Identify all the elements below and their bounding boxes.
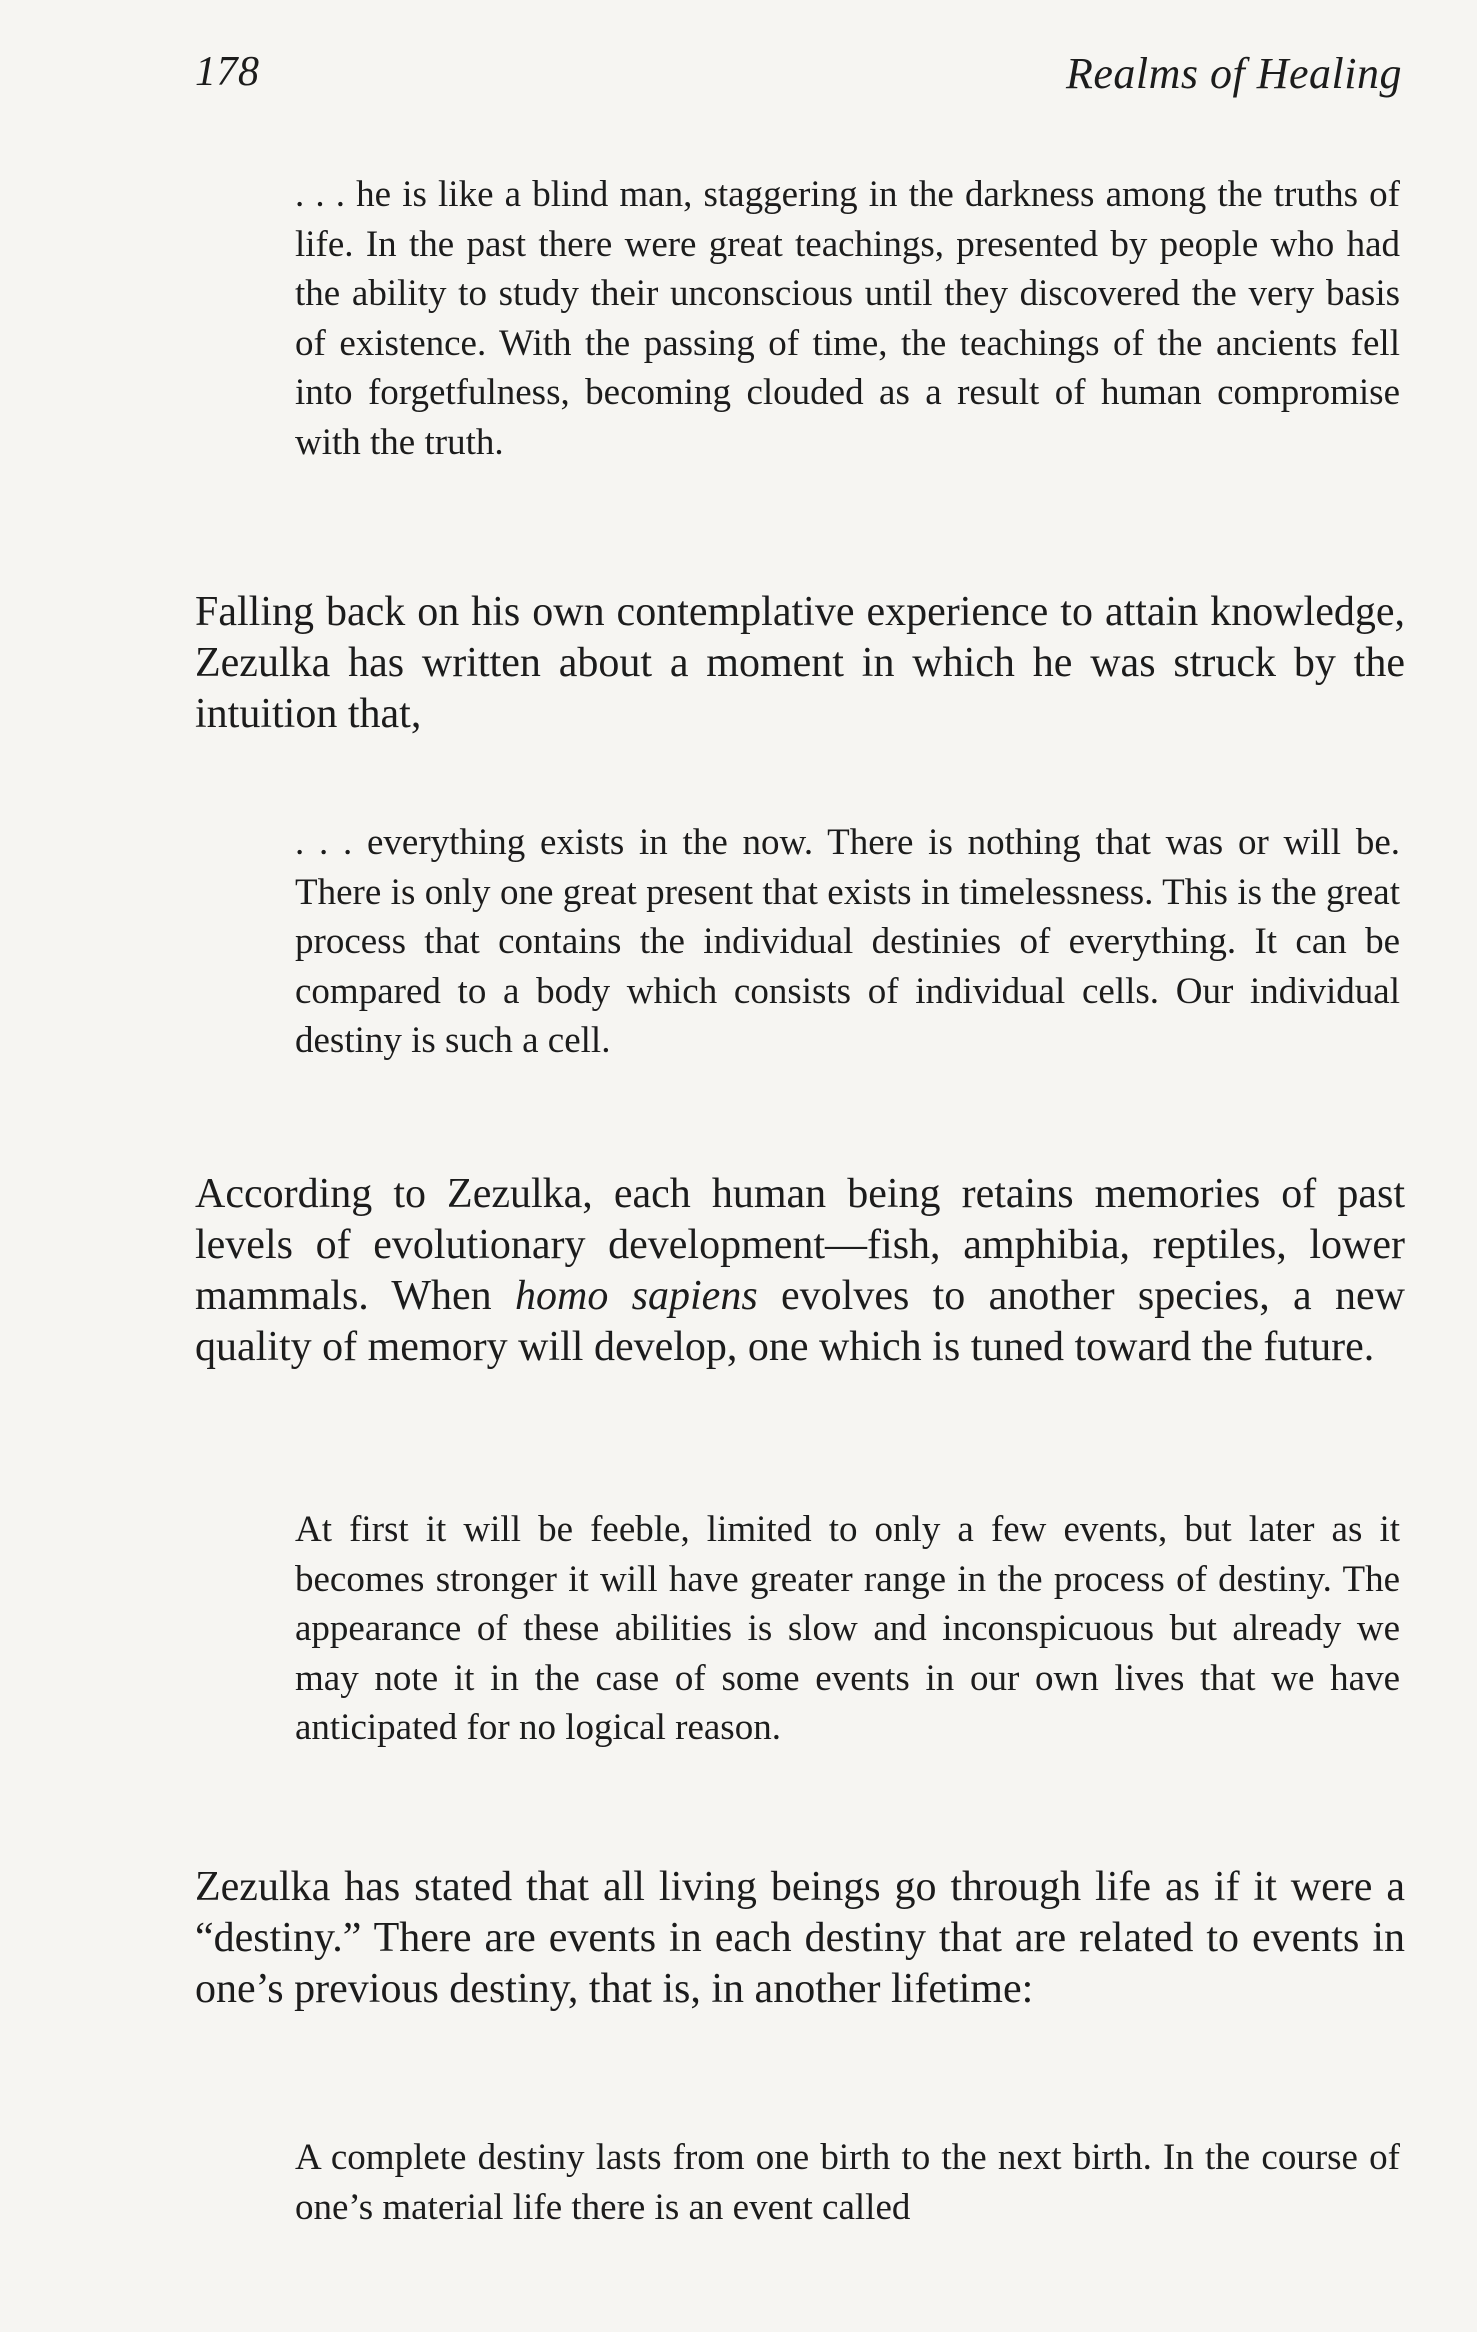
page-header: [195, 48, 1402, 108]
block-quote-text: A complete destiny lasts from one birth to the next birth. In the course of one’s material life there is an event called: [295, 2137, 1400, 2228]
page-number: 178: [195, 49, 260, 95]
block-quote-text: . . . he is like a blind man, staggering in the darkness among the truths of life. In the past there were great teachings, presented by people who had the ability to study their unconscious until they discovered the very basis of existence. With the passing of time, the teachings of the ancients fell into forgetfulness, becoming clouded as a result of human compromise with the truth.: [295, 174, 1400, 463]
paragraph-text-start: According to Zezulka, each human being retains memories of past levels of evolutionary development—fish, amphibia, reptiles, lower mammals. When: [195, 1171, 1405, 1319]
body-paragraph-1: Falling back on his own contemplative experience to attain knowledge, Zezulka has written about a moment in which he was struck by the intuition that,: [195, 589, 1405, 737]
block-quote-4: [295, 2133, 1400, 2232]
block-quote-text: At first it will be feeble, limited to only a few events, but later as it becomes stronger it will have greater range in the process of destiny. The appearance of these abilities is slow and inconspicuous but already we may note it in the case of some events in our own lives that we have anticipated for no logical reason.: [295, 1509, 1400, 1748]
block-quote-3: [295, 1505, 1400, 1753]
body-paragraph-3: Zezulka has stated that all living beings go through life as if it were a “destiny.” There are events in each destiny that are related to events in one’s previous destiny, that is, in another lifetime:: [195, 1864, 1405, 2012]
body-paragraph-2: [195, 1169, 1405, 1373]
running-head: Realms of Healing: [1065, 49, 1402, 98]
paragraph-text-end: evolves to another species, a new quality of memory will develop, one which is tuned toward the future.: [195, 1273, 1405, 1370]
italic-term: homo sapiens: [515, 1273, 758, 1319]
block-quote-1: [295, 170, 1400, 467]
block-quote-text: . . . everything exists in the now. There is nothing that was or will be. There is only one great present that exists in timelessness. This is the great process that contains the individual destinies of everything. It can be compared to a body which consists of individual cells. Our individual destiny is such a cell.: [295, 822, 1400, 1061]
block-quote-2: [295, 818, 1400, 1066]
